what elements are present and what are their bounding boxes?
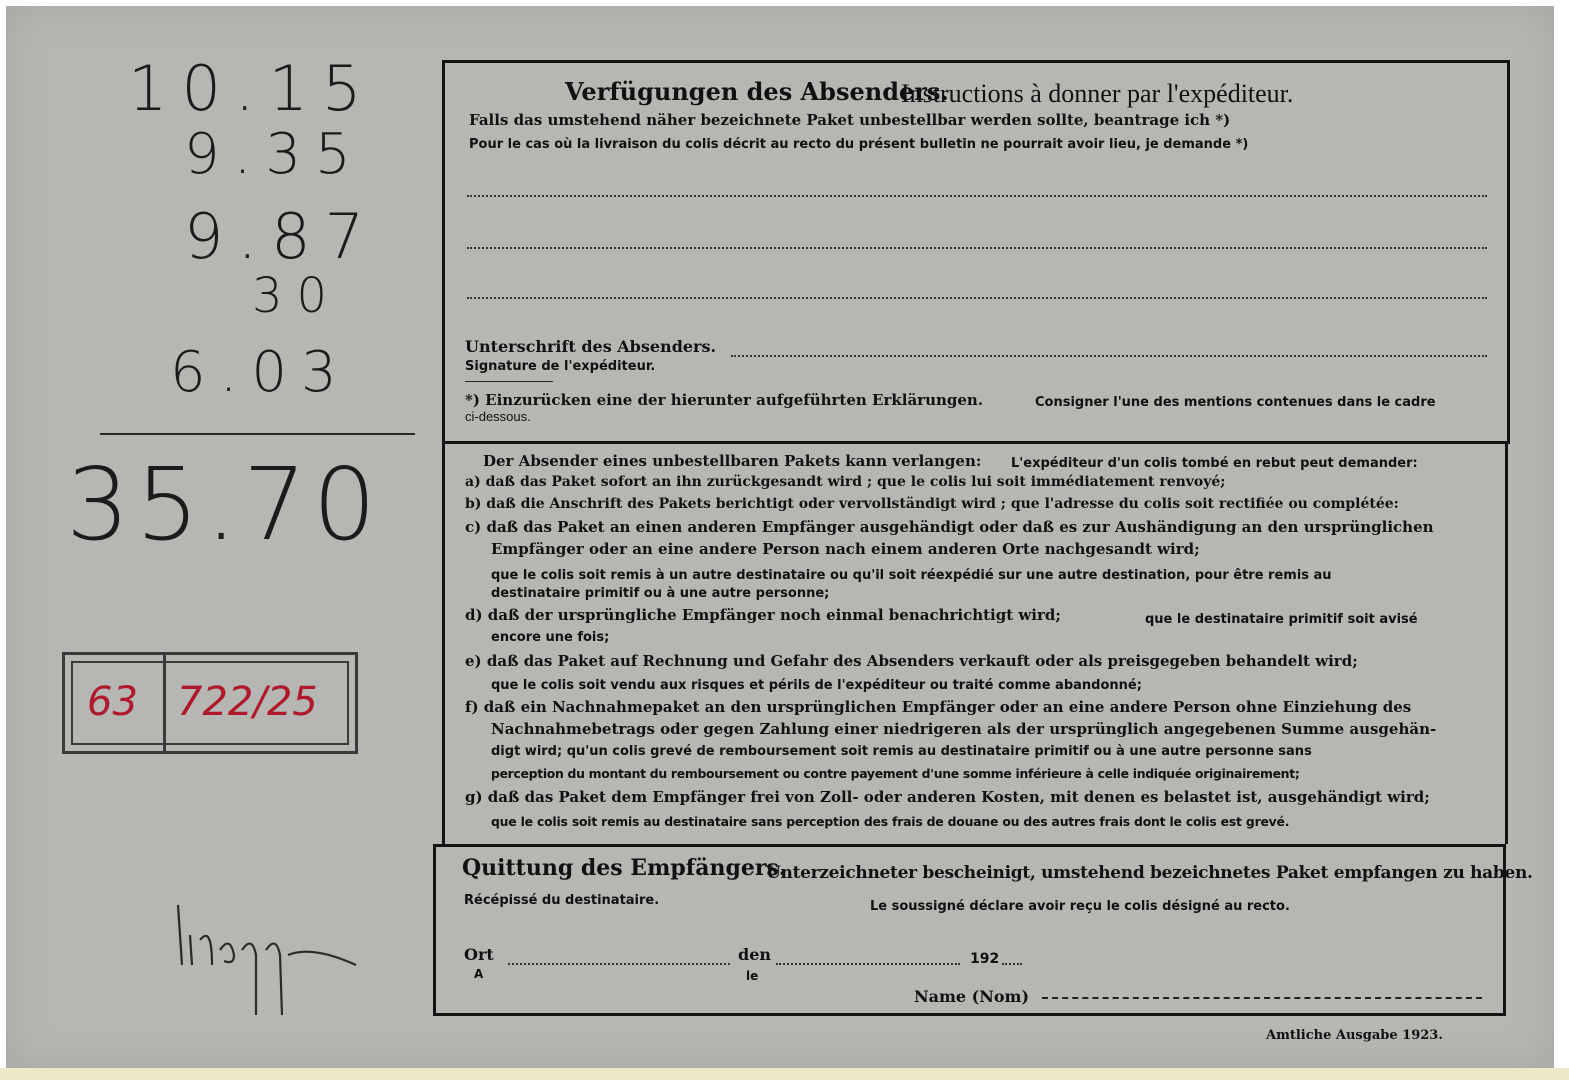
recipient-receipt-section xyxy=(433,844,1533,1016)
footnote-de: *) Einzurücken eine der hierunter aufgeführten Erklärungen. xyxy=(465,391,984,409)
name-label: Name (Nom) xyxy=(914,987,1030,1006)
reference-divider xyxy=(163,655,166,751)
instruction-line[interactable] xyxy=(467,247,1487,249)
place-label-de: Ort xyxy=(464,945,494,964)
footnote-rule xyxy=(465,381,553,382)
year-field[interactable] xyxy=(1002,963,1022,965)
footnote-fr-cont: ci-dessous. xyxy=(465,409,531,424)
option-f-line4: perception du montant du remboursement ou contre payement d'une somme inférieure à celle indiquée originairement; xyxy=(491,766,1300,781)
options-intro-fr: L'expéditeur d'un colis tombé en rebut peut demander: xyxy=(1011,456,1418,471)
scan-edge xyxy=(0,1068,1569,1080)
reference-left: 63 xyxy=(87,679,138,725)
date-field[interactable] xyxy=(776,963,960,965)
reference-right: 722/25 xyxy=(177,679,318,725)
sender-signature-label-de: Unterschrift des Absenders. xyxy=(465,337,717,356)
instruction-line[interactable] xyxy=(467,195,1487,197)
sender-intro-de: Falls das umstehend näher bezeichnete Paket unbestellbar werden sollte, beantrage ich *) xyxy=(469,111,1231,129)
receipt-title-fr: Récépissé du destinataire. xyxy=(464,893,660,908)
option-g-line1: g) daß das Paket dem Empfänger frei von Zoll- oder anderen Kosten, mit denen es belastet ist, ausgehändigt wird; xyxy=(465,788,1430,806)
place-label-fr: A xyxy=(474,967,484,981)
sender-title-de: Verfügungen des Absenders. xyxy=(565,77,949,106)
sender-signature-label-fr: Signature de l'expéditeur. xyxy=(465,359,656,374)
sender-intro-fr: Pour le cas où la livraison du colis décrit au recto du présent bulletin ne pourrait avoir lieu, je demande *) xyxy=(469,137,1249,152)
option-c-line4: destinataire primitif ou à une autre personne; xyxy=(491,586,830,601)
instruction-line[interactable] xyxy=(467,297,1487,299)
option-b: b) daß die Anschrift des Pakets berichtigt oder vervollständigt wird ; que l'adresse du colis soit rectifiée ou complétée: xyxy=(465,496,1399,512)
option-d-line1: d) daß der ursprüngliche Empfänger noch einmal benachrichtigt wird; xyxy=(465,606,1061,624)
receipt-statement-de: Unterzeichneter bescheinigt, umstehend bezeichnetes Paket empfangen zu haben. xyxy=(766,863,1533,883)
option-c-line1: c) daß das Paket an einen anderen Empfänger ausgehändigt oder daß es zur Aushändigung an den ursprünglichen xyxy=(465,518,1434,536)
option-g-line2: que le colis soit remis au destinataire sans perception des frais de douane ou des autres frais dont le colis est grevé. xyxy=(491,814,1290,829)
sender-options-section xyxy=(442,444,1508,844)
handwritten-amount: 10.15 xyxy=(128,52,376,125)
option-e-line2: que le colis soit vendu aux risques et périls de l'expéditeur ou traité comme abandonné; xyxy=(491,678,1142,693)
date-label-de: den xyxy=(738,945,771,964)
option-c-line3: que le colis soit remis à un autre destinataire ou qu'il soit réexpédié sur une autre destination, pour être remis au xyxy=(491,568,1332,583)
option-f-line3: digt wird; qu'un colis grevé de remboursement soit remis au destinataire primitif ou à une autre personne sans xyxy=(491,744,1312,759)
place-field[interactable] xyxy=(508,963,730,965)
reference-stamp-box xyxy=(62,652,358,754)
receipt-statement-fr: Le soussigné déclare avoir reçu le colis désigné au recto. xyxy=(870,899,1290,914)
receipt-title-de: Quittung des Empfängers. xyxy=(462,855,787,881)
handwritten-amount: 6.03 xyxy=(170,340,351,405)
options-intro-de: Der Absender eines unbestellbaren Pakets kann verlangen: xyxy=(483,452,982,470)
name-field[interactable] xyxy=(1042,997,1482,999)
footnote-fr: Consigner l'une des mentions contenues dans le cadre xyxy=(1035,395,1436,410)
option-d-line1-fr: que le destinataire primitif soit avisé xyxy=(1145,612,1418,627)
sum-line xyxy=(100,433,415,435)
option-a: a) daß das Paket sofort an ihn zurückgesandt wird ; que le colis lui soit immédiatement renvoyé; xyxy=(465,474,1226,490)
option-f-line1: f) daß ein Nachnahmepaket an den ursprünglichen Empfänger oder an eine andere Person ohne Einziehung des xyxy=(465,698,1412,716)
handwritten-amount: 9.35 xyxy=(184,122,365,187)
option-e-line1: e) daß das Paket auf Rechnung und Gefahr des Absenders verkauft oder als preisgegeben behandelt wird; xyxy=(465,652,1358,670)
sender-signature-line[interactable] xyxy=(731,355,1487,357)
handwritten-total: 35.70 xyxy=(66,446,383,563)
handwritten-amount: 30 xyxy=(252,268,342,324)
option-c-line2: Empfänger oder an eine andere Person nach einem anderen Orte nachgesandt wird; xyxy=(491,540,1200,558)
handwritten-amount: 9.87 xyxy=(184,200,379,273)
date-label-fr: le xyxy=(746,969,759,983)
handwritten-signature xyxy=(172,895,362,1025)
year-label: 192 xyxy=(970,951,1000,967)
edition-note: Amtliche Ausgabe 1923. xyxy=(1266,1028,1443,1043)
option-f-line2: Nachnahmebetrags oder gegen Zahlung einer niedrigeren als der ursprünglich angegebenen Summe ausgehän- xyxy=(491,720,1437,738)
sender-instructions-section xyxy=(442,60,1510,444)
option-d-line2: encore une fois; xyxy=(491,630,610,645)
sender-title-fr: Instructions à donner par l'expéditeur. xyxy=(901,79,1294,108)
